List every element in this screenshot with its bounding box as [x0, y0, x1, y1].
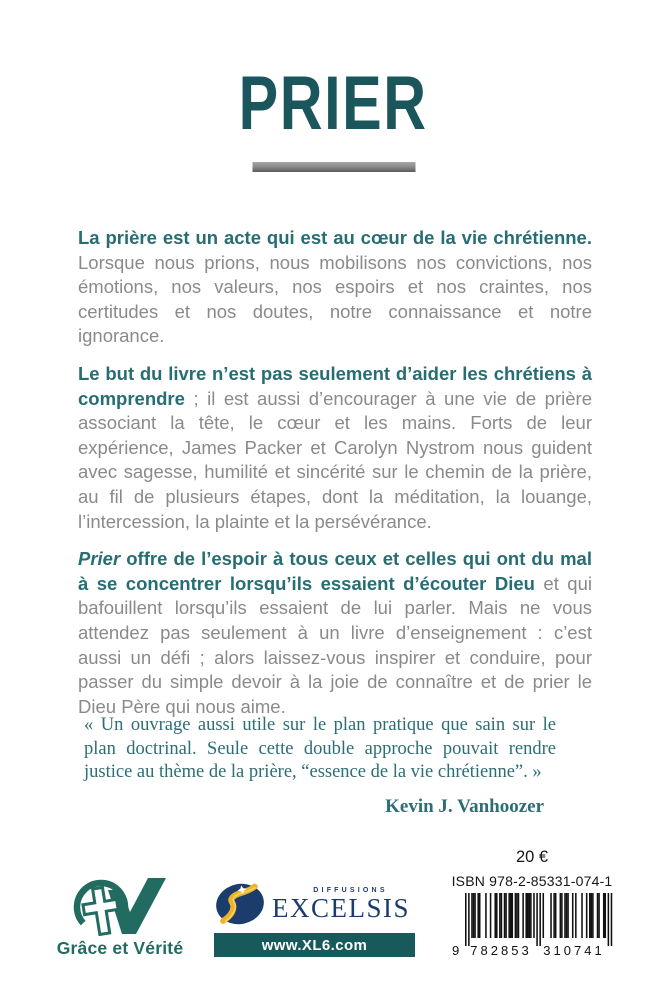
distributor-logo: [214, 880, 415, 957]
endorsement-quote: [84, 714, 556, 818]
paragraph-body: ; il est aussi d’encourager à une vie de prière associant la tête, le cœur et les mains. Forts de leur expérience, James Packer et Carolyn Nystrom nous guident avec sagesse, humilité et sincérité sur le chemin de la prière, au fil de plusieurs étapes, dont la méditation, la louange, l’intercession, la plainte et la persévérance.: [78, 387, 592, 532]
paragraph-lead: La prière est un acte qui est au cœur de la vie chrétienne.: [78, 227, 592, 248]
publisher-name: Grâce et Vérité: [56, 938, 184, 958]
isbn-label: ISBN 978-2-85331-074-1: [451, 873, 613, 889]
divider-rule: [252, 162, 415, 172]
website-url: www.XL6.com: [261, 936, 368, 954]
excelsis-emblem-icon: [214, 881, 266, 928]
quote-attribution: Kevin J. Vanhoozer: [385, 795, 544, 817]
website-banner: [214, 933, 415, 957]
distributor-name: EXCELSIS: [272, 893, 411, 923]
paragraph-lead-italic: Prier: [78, 548, 121, 570]
paragraph-body: et qui bafouillent lorsqu’ils essaient de lui parler. Mais ne vous attendez pas seulement à un livre d’enseignement : c’est aussi un défi ; alors laissez-vous inspirer et conduire, pour passer du simple devoir à la joie de connaître et de prier le Dieu Père qui nous aime.: [78, 572, 592, 717]
distributor-kicker: DIFFUSIONS: [313, 887, 388, 894]
excelsis-lockup: [214, 880, 415, 928]
ean-barcode: [450, 893, 616, 959]
quote-text: « Un ouvrage aussi utile sur le plan pratique que sain sur le plan doctrinal. Seule cette double approche pouvait rendre justice au thème de la prière, “essence de la vie chrétienne”. »: [84, 715, 556, 782]
barcode-digit-first: 9: [452, 943, 463, 958]
blurb-paragraph: [78, 362, 592, 534]
blurb-paragraph: [78, 547, 592, 719]
barcode-digits-left: 782853: [470, 943, 532, 958]
grace-et-verite-mark: [68, 874, 172, 936]
blurb: [78, 226, 592, 732]
book-title: PRIER: [239, 61, 428, 146]
barcode-digits-right: 310741: [543, 943, 605, 958]
price-label: 20 €: [515, 848, 549, 866]
excelsis-text-block: [266, 880, 415, 922]
paragraph-lead: offre de l’espoir à tous ceux et celles qui ont du mal à se concentrer lorsqu’ils essaient d’écouter Dieu: [78, 548, 592, 594]
book-title-area: [0, 61, 667, 146]
paragraph-body: Lorsque nous prions, nous mobilisons nos convictions, nos émotions, nos valeurs, nos espoirs et nos craintes, nos certitudes et nos doutes, notre connaissance et notre ignorance.: [78, 251, 592, 347]
paragraph-lead: Le but du livre n’est pas seulement d’aider les chrétiens à comprendre: [78, 362, 592, 409]
publisher-logo: [52, 874, 188, 959]
blurb-paragraph: [78, 226, 592, 349]
